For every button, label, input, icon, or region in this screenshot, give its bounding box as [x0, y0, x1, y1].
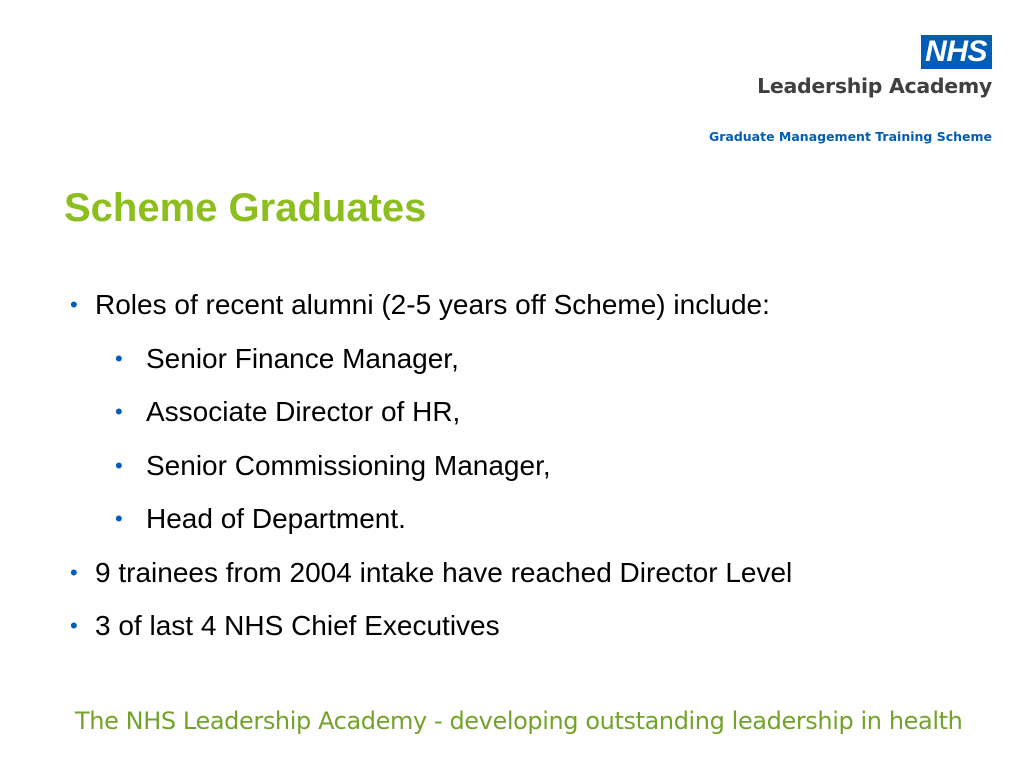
sub-bullet-item: [70, 492, 1004, 546]
bullet-icon: •: [115, 506, 123, 531]
bullet-text: Head of Department.: [146, 503, 406, 534]
bullet-item: [70, 546, 1004, 600]
bullet-text: Associate Director of HR,: [146, 396, 461, 427]
bullet-icon: •: [70, 613, 78, 638]
bullet-text: 9 trainees from 2004 intake have reached Director Level: [95, 556, 793, 588]
bullet-text: Senior Commissioning Manager,: [146, 449, 551, 481]
bullet-content: [70, 278, 1004, 653]
bullet-icon: •: [115, 345, 123, 371]
footer-tagline: The NHS Leadership Academy - developing outstanding leadership in health: [75, 707, 963, 735]
scheme-subtitle: Graduate Management Training Scheme: [708, 129, 992, 144]
sub-bullet-item: [70, 439, 1004, 493]
bullet-item: [70, 599, 1004, 653]
bullet-icon: •: [115, 452, 123, 478]
bullet-icon: •: [70, 292, 78, 317]
academy-name: Leadership Academy: [757, 74, 992, 98]
bullet-text: 3 of last 4 NHS Chief Executives: [95, 610, 500, 641]
bullet-item: [70, 278, 1004, 332]
sub-bullet-item: [70, 332, 1004, 386]
bullet-list: [70, 278, 1004, 653]
slide-title: Scheme Graduates: [64, 186, 427, 230]
bullet-icon: •: [115, 399, 123, 424]
sub-bullet-item: [70, 385, 1004, 439]
nhs-badge: NHS: [921, 35, 992, 69]
nhs-leadership-academy-logo: [692, 35, 992, 98]
bullet-text: Senior Finance Manager,: [146, 342, 459, 374]
bullet-icon: •: [70, 559, 78, 585]
bullet-text: Roles of recent alumni (2-5 years off Scheme) include:: [95, 289, 770, 320]
